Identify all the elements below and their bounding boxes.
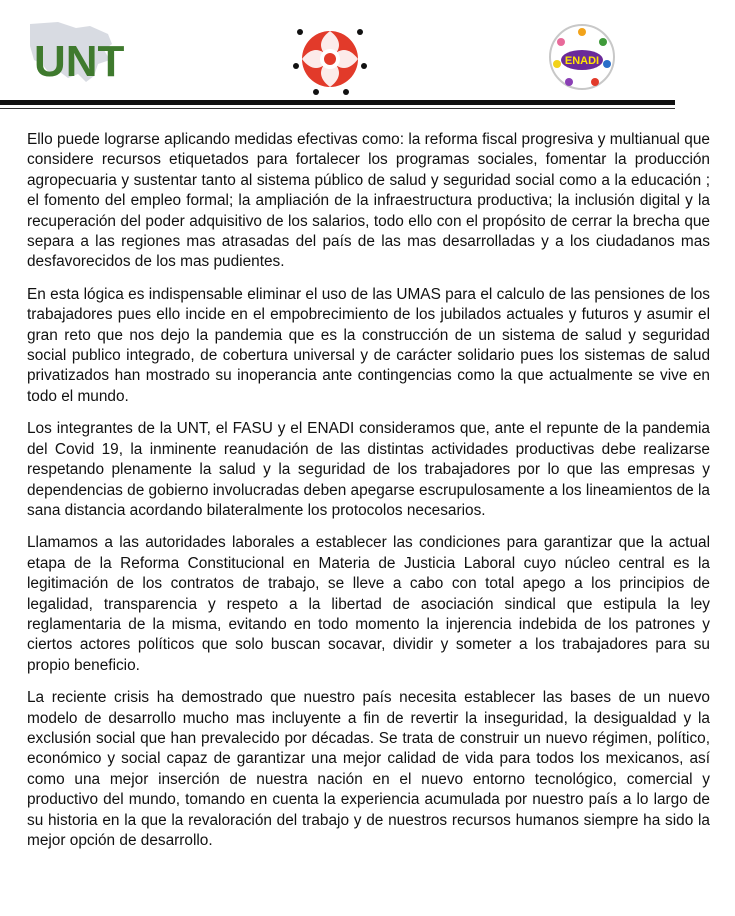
paragraph-4: Llamamos a las autoridades laborales a establecer las condiciones para garantizar que la actual etapa de la Reforma Constitucional en Materia de Justicia Laboral cuyo núcleo central es la legitimación de los contratos de trabajo, se lleve a cabo con total apego a los principios de legalidad, transparencia y respeto a la libertad de asociación sindical que estipula la ley reglamentaria de la misma, evitando en todo momento la injerencia indebida de los patrones y ciertos actores políticos que solo buscan socavar, dividir y someter a los trabajadores para su propio beneficio. xyxy=(27,534,710,674)
enadi-logo xyxy=(545,22,619,92)
unt-logo-letter-u: UNT xyxy=(34,37,125,86)
paragraph-2: En esta lógica es indispensable eliminar el uso de las UMAS para el calculo de las pensiones de los trabajadores pues ello incide en el empobrecimiento de los jubilados actuales y futuros y asumir el gran reto que nos dejo la pandemia que es la construcción de un sistema de salud y seguridad social publico integrado, de cobertura universal y de carácter solidario pues los sistemas de salud privatizados han mostrado su inoperancia ante contingencias como la que actualmente se vive en todo el mundo. xyxy=(27,285,710,405)
unt-logo xyxy=(28,20,125,86)
paragraph-1: Ello puede lograrse aplicando medidas efectivas como: la reforma fiscal progresiva y multianual que considere recursos etiquetados para fortalecer los programas sociales, fomentar la producción agropecuaria y sustentar tanto al sistema público de salud y seguridad social como a la educación ; el fomento del empleo formal; la ampliación de la infraestructura productiva; la inclusión digital y la recuperación del poder adquisitivo de los salarios, todo ello con el propósito de cerrar la brecha que separa a las regiones mas atrasadas del país de las mas desarrolladas y a los ciudadanos mas desfavorecidos de los mas pudientes. xyxy=(27,131,710,271)
paragraph-5: La reciente crisis ha demostrado que nuestro país necesita establecer las bases de un nuevo modelo de desarrollo mucho mas incluyente a fin de revertir la inseguridad, la desigualdad y la exclusión social que han prevalecido por décadas. Se trata de construir un nuevo régimen, político, económico y social capaz de garantizar una mejor calidad de vida para todos los mexicanos, así como una mejor inserción de nuestra nación en el nuevo entorno tecnológico, comercial y productivo del mundo, tomando en cuenta la experiencia acumulada por nuestro país a lo largo de su historia en la que la revaloración del trabajo y de nuestros recursos humanos siempre ha sido la mejor opción de desarrollo. xyxy=(27,689,710,849)
header-rule-thick xyxy=(0,100,675,105)
enadi-logo-text: ENADI xyxy=(564,55,600,67)
letterhead xyxy=(0,0,735,110)
paragraph-3: Los integrantes de la UNT, el FASU y el ENADI consideramos que, ante el repunte de la pandemia del Covid 19, la inminente reanudación de las distintas actividades productivas debe realizarse respetando plenamente la salud y la seguridad de los trabajadores por lo que las empresas y dependencias de gobierno involucradas deben apegarse escrupulosamente a los lineamientos de la sana distancia acordando bilateralmente los protocolos necesarios. xyxy=(27,420,710,519)
header-rule-thin xyxy=(0,108,675,109)
fasu-logo xyxy=(290,20,370,96)
document-body xyxy=(27,130,710,863)
